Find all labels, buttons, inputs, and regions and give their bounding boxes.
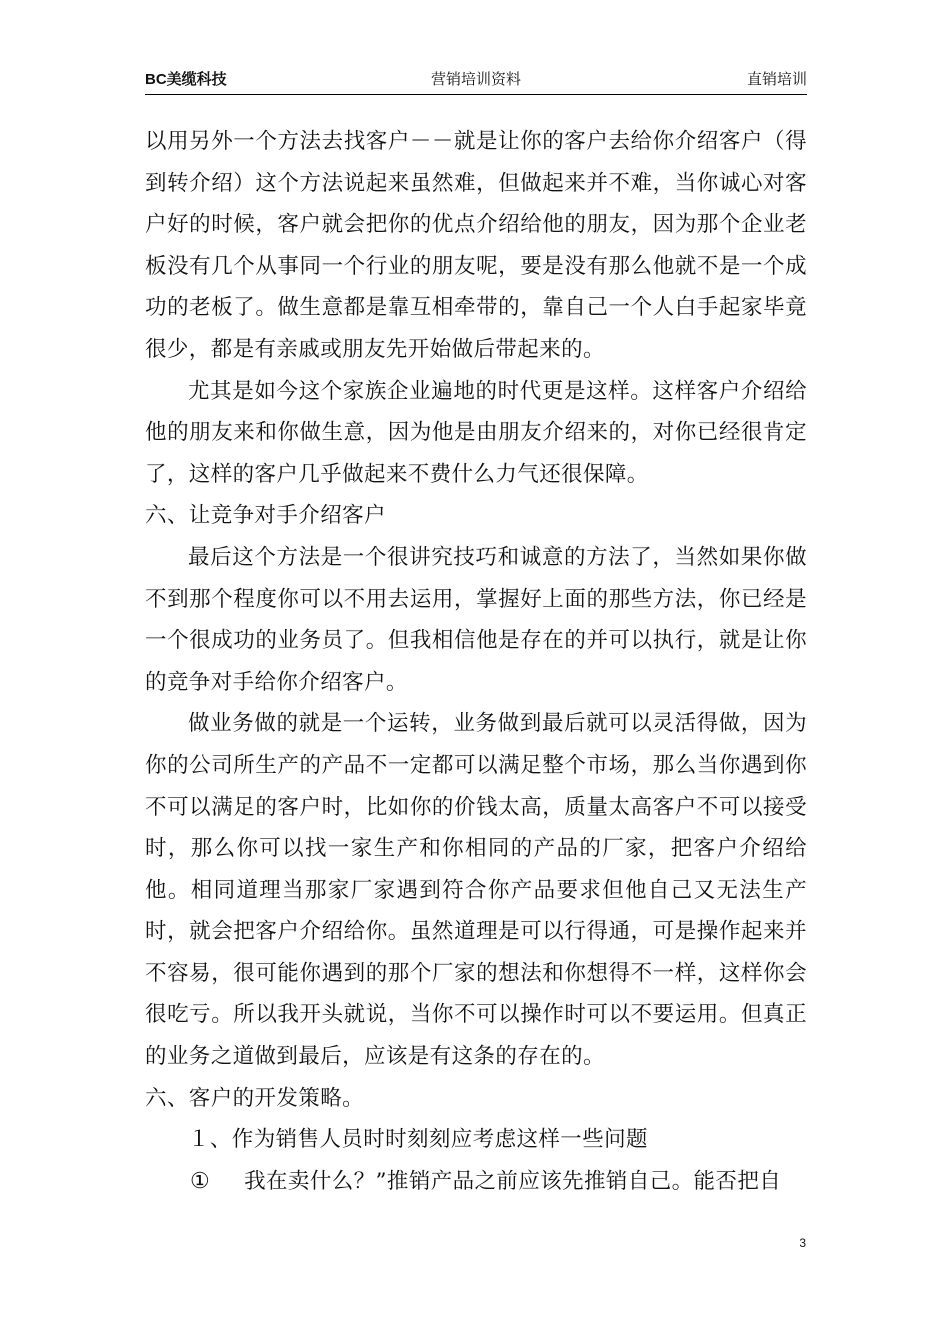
document-body [145, 121, 807, 1202]
header-company: BC美缆科技 [145, 71, 227, 88]
paragraph-competitor-method: 最后这个方法是一个很讲究技巧和诚意的方法了，当然如果你做不到那个程度你可以不用去运用，掌握好上面的那些方法，你已经是一个很成功的业务员了。但我相信他是存在的并可以执行，就是让你的竞争对手给你介绍客户。 [145, 544, 807, 695]
list-item [145, 1161, 807, 1203]
subsection-heading: １、作为销售人员时时刻刻应考虑这样一些问题 [188, 1127, 648, 1153]
paragraph-family-business: 尤其是如今这个家族企业遍地的时代更是这样。这样客户介绍给他的朋友来和你做生意，因为他是由朋友介绍来的，对你已经很肯定了，这样的客户几乎做起来不费什么力气还很保障。 [145, 378, 807, 487]
paragraph-business-flow: 做业务做的就是一个运转，业务做到最后就可以灵活得做，因为你的公司所生产的产品不一定都可以满足整个市场，那么当你遇到你不可以满足的客户时，比如你的价钱太高，质量太高客户不可以接受时，那么你可以找一家生产和你相同的产品的厂家，把客户介绍给他。相同道理当那家厂家遇到符合你产品要求但他自己又无法生产时，就会把客户介绍给你。虽然道理是可以行得通，可是操作起来并不容易，很可能你遇到的那个厂家的想法和你想得不一样，这样你会很吃亏。所以我开头就说，当你不可以操作时可以不要运用。但真正的业务之道做到最后，应该是有这条的存在的。 [145, 711, 807, 1070]
circled-number-one: ① [190, 1168, 211, 1194]
paragraph-referral: 以用另外一个方法去找客户－－就是让你的客户去给你介绍客户（得到转介绍）这个方法说起来虽然难，但做起来并不难，当你诚心对客户好的时候，客户就会把你的优点介绍给他的朋友，因为那个企业老板没有几个从事同一个行业的朋友呢，要是没有那么他就不是一个成功的老板了。做生意都是靠互相牵带的，靠自己一个人白手起家毕竟很少，都是有亲戚或朋友先开始做后带起来的。 [145, 129, 807, 362]
list-item-text: 我在卖什么？”推销产品之前应该先推销自己。能否把自 [244, 1168, 782, 1194]
header-category: 直销培训 [746, 70, 807, 88]
section-heading-strategy: 六、客户的开发策略。 [145, 1085, 365, 1111]
page-header [145, 66, 807, 95]
section-heading-competitor: 六、让竞争对手介绍客户 [145, 503, 386, 529]
header-title: 营销培训资料 [430, 70, 522, 88]
page-number: 3 [799, 1236, 806, 1250]
